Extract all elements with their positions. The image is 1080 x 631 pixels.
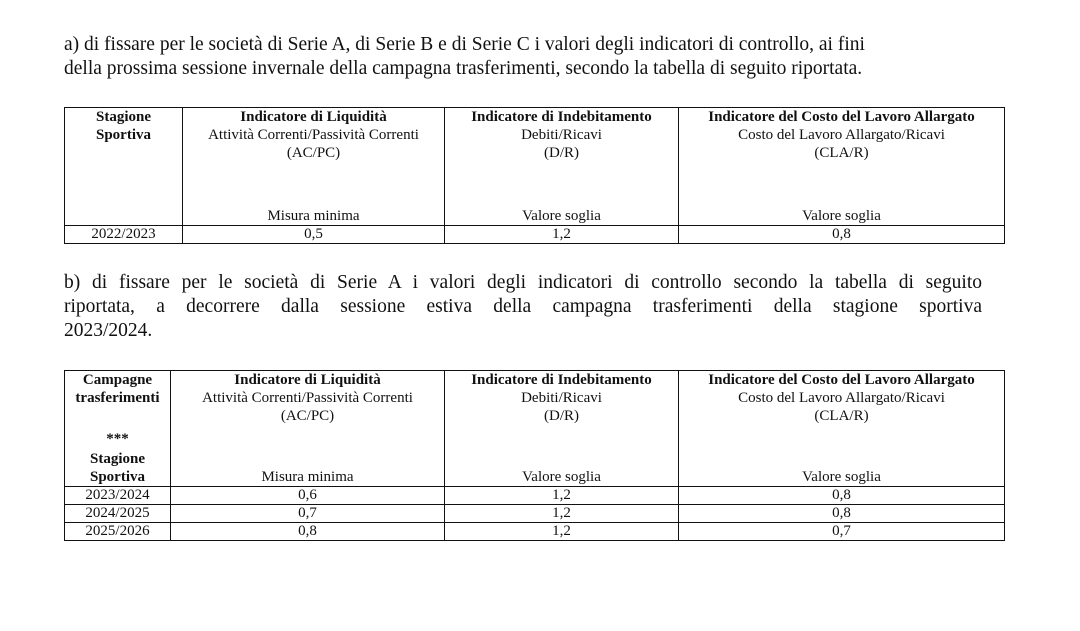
header-debt-subtitle: Debiti/Ricavi: [521, 390, 602, 406]
header-debt-abbr: (D/R): [544, 408, 579, 424]
cell-liquidity: 0,5: [183, 226, 445, 244]
header-campaign-line-1: Campagne: [82, 372, 153, 388]
table-row: [65, 226, 1005, 244]
header-labor-cost: [679, 371, 1005, 487]
paragraph-b-line-1: b) di fissare per le società di Serie A i valori degli indicatori di controllo secondo la tabella di seguito: [64, 272, 982, 293]
table-header-row: [65, 371, 1005, 487]
header-debt-unit: Valore soglia: [522, 208, 601, 224]
cell-season: 2025/2026: [65, 523, 171, 541]
table-row: [65, 505, 1005, 523]
header-liquidity-abbr: (AC/PC): [286, 145, 341, 161]
header-labor-cost: [679, 108, 1005, 226]
header-debt-title: Indicatore di Indebitamento: [471, 109, 652, 125]
header-liquidity-subtitle: Attività Correnti/Passività Correnti: [208, 127, 419, 143]
header-campaign-line-2: trasferimenti: [75, 390, 160, 406]
paragraph-b-line-3: 2023/2024.: [64, 320, 153, 341]
header-debt-subtitle: Debiti/Ricavi: [521, 127, 602, 143]
cell-labor-cost: 0,8: [679, 226, 1005, 244]
cell-debt: 1,2: [445, 505, 679, 523]
header-liquidity-title: Indicatore di Liquidità: [240, 109, 387, 125]
cell-labor-cost: 0,8: [679, 505, 1005, 523]
header-labor-cost-unit: Valore soglia: [802, 469, 881, 485]
cell-labor-cost: 0,8: [679, 487, 1005, 505]
paragraph-b: [64, 271, 982, 343]
header-labor-cost-title: Indicatore del Costo del Lavoro Allargato: [708, 109, 975, 125]
header-liquidity-unit: Misura minima: [267, 208, 360, 224]
header-season-stack: [65, 430, 170, 486]
indicators-table-2023-2026: [64, 370, 1005, 541]
header-debt: [445, 371, 679, 487]
cell-debt: 1,2: [445, 523, 679, 541]
header-liquidity-abbr: (AC/PC): [280, 408, 335, 424]
header-debt-unit: Valore soglia: [522, 469, 601, 485]
paragraph-b-line-2: riportata, a decorrere dalla sessione estiva della campagna trasferimenti della stagione sportiva: [64, 296, 982, 317]
table-header-row: [65, 108, 1005, 226]
paragraph-a: [64, 33, 982, 81]
header-separator: ***: [106, 431, 129, 447]
header-liquidity-subtitle: Attività Correnti/Passività Correnti: [202, 390, 413, 406]
header-season-line-2: Sportiva: [89, 469, 145, 485]
cell-liquidity: 0,8: [171, 523, 445, 541]
header-labor-cost-title: Indicatore del Costo del Lavoro Allargato: [708, 372, 975, 388]
cell-debt: 1,2: [445, 226, 679, 244]
header-labor-cost-unit: Valore soglia: [802, 208, 881, 224]
paragraph-a-line-2: della prossima sessione invernale della campagna trasferimenti, secondo la tabella di seguito riportata.: [64, 58, 863, 79]
header-season: [65, 108, 183, 226]
table-row: [65, 487, 1005, 505]
header-labor-cost-subtitle: Costo del Lavoro Allargato/Ricavi: [738, 390, 945, 406]
header-labor-cost-abbr: (CLA/R): [814, 408, 869, 424]
header-season-line-2: Sportiva: [95, 127, 151, 143]
cell-labor-cost: 0,7: [679, 523, 1005, 541]
header-debt-title: Indicatore di Indebitamento: [471, 372, 652, 388]
header-debt: [445, 108, 679, 226]
cell-debt: 1,2: [445, 487, 679, 505]
header-liquidity-unit: Misura minima: [261, 469, 354, 485]
paragraph-a-line-1: a) di fissare per le società di Serie A, di Serie B e di Serie C i valori degli indicatori di controllo, ai fini: [64, 34, 865, 55]
cell-season: 2022/2023: [65, 226, 183, 244]
header-liquidity-title: Indicatore di Liquidità: [234, 372, 381, 388]
header-debt-abbr: (D/R): [544, 145, 579, 161]
header-liquidity: [183, 108, 445, 226]
header-season-line-1: Stagione: [95, 109, 151, 125]
cell-season: 2024/2025: [65, 505, 171, 523]
header-campaign-season: [65, 371, 171, 487]
header-liquidity: [171, 371, 445, 487]
cell-liquidity: 0,7: [171, 505, 445, 523]
header-labor-cost-subtitle: Costo del Lavoro Allargato/Ricavi: [738, 127, 945, 143]
header-labor-cost-abbr: (CLA/R): [814, 145, 869, 161]
header-season-line-1: Stagione: [89, 451, 145, 467]
table-row: [65, 523, 1005, 541]
cell-season: 2023/2024: [65, 487, 171, 505]
indicators-table-2022-2023: [64, 107, 1005, 244]
cell-liquidity: 0,6: [171, 487, 445, 505]
